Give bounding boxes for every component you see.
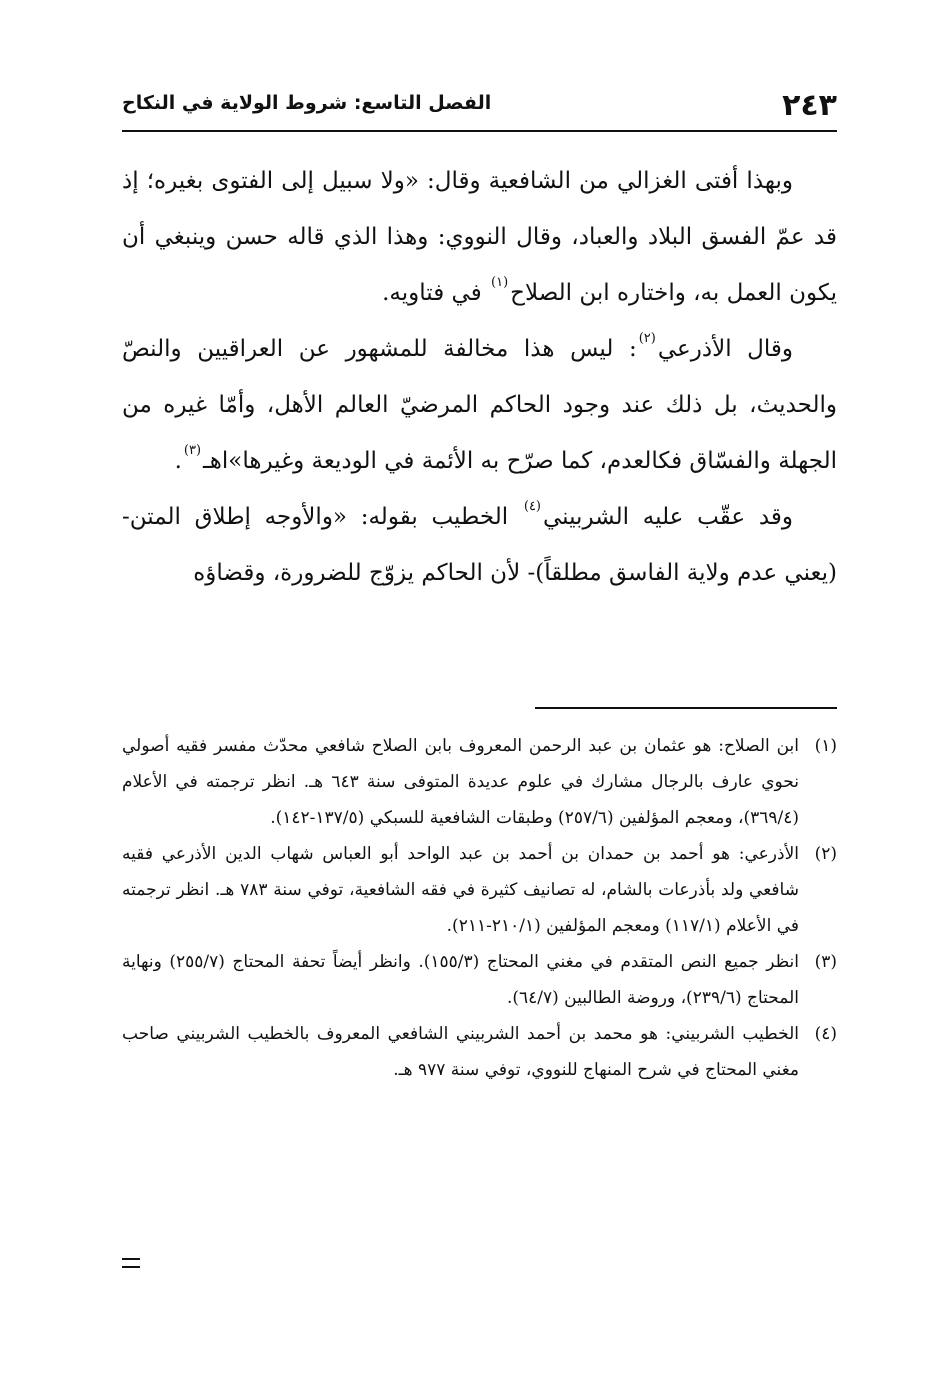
paragraph-1-text: وبهذا أفتى الغزالي من الشافعية وقال: «ولا سبيل إلى الفتوى بغيره؛ إذ قد عمّ الفسق البلاد والعباد، وقال النووي: وهذا الذي قاله حسن وينبغي أن يكون العمل به، واختاره ابن الصلاح xyxy=(122,168,837,306)
footnote-ref-1: (١) xyxy=(491,275,509,290)
header-divider xyxy=(122,130,837,132)
footnote-ref-4: (٤) xyxy=(523,499,541,514)
main-text xyxy=(122,153,837,601)
footnote-number: (٤) xyxy=(814,1024,837,1044)
footnote-text: انظر جميع النص المتقدم في مغني المحتاج (١٥٥/٣). وانظر أيضاً تحفة المحتاج (٢٥٥/٧) ونهاية المحتاج (٢٣٩/٦)، وروضة الطالبين (٦٤/٧). xyxy=(122,952,800,1008)
footnote-ref-3: (٣) xyxy=(183,443,202,458)
paragraph-1 xyxy=(122,153,837,321)
page-end-mark xyxy=(122,1258,140,1268)
paragraph-2-text: : ليس هذا مخالفة للمشهور عن العراقيين والنصّ والحديث، بل ذلك عند وجود الحاكم المرضيّ العالم الأهل، وأمّا غيره من الجهلة والفسّاق فكالعدم، كما صرّح به الأئمة في الوديعة وغيرها»اهـ xyxy=(122,336,837,474)
footnote-4 xyxy=(122,1016,837,1088)
paragraph-3-text: الخطيب بقوله: «والأوجه إطلاق المتن- (يعني عدم ولاية الفاسق مطلقاً)- لأن الحاكم يزوّج للضرورة، وقضاؤه xyxy=(122,504,837,586)
footnote-number: (٢) xyxy=(814,844,837,864)
paragraph-3 xyxy=(122,489,837,601)
footnote-text: الخطيب الشربيني: هو محمد بن أحمد الشربيني الشافعي المعروف بالخطيب الشربيني صاحب مغني المحتاج في شرح المنهاج للنووي، توفي سنة ٩٧٧ هـ. xyxy=(122,1024,799,1080)
footnote-ref-2: (٢) xyxy=(638,331,656,346)
footnote-2 xyxy=(122,836,837,944)
footnote-text: الأذرعي: هو أحمد بن حمدان بن أحمد بن عبد الواحد أبو العباس شهاب الدين الأذرعي فقيه شافعي ولد بأذرعات بالشام، له تصانيف كثيرة في فقه الشافعية، توفي سنة ٧٨٣ هـ. انظر ترجمته في الأعلام (١١٧/١) ومعجم المؤلفين (٢١٠/١-٢١١). xyxy=(122,844,799,936)
paragraph-2 xyxy=(122,321,837,489)
footnote-number: (١) xyxy=(814,736,837,756)
paragraph-1-tail: في فتاويه. xyxy=(382,280,490,306)
page-header xyxy=(122,84,837,130)
footnote-divider xyxy=(535,707,837,709)
paragraph-3-lead: وقد عقّب عليه الشربيني xyxy=(543,504,793,530)
footnote-number: (٣) xyxy=(814,952,837,972)
paragraph-2-tail: . xyxy=(174,448,182,474)
page-number: ٢٤٣ xyxy=(782,88,837,123)
footnote-3 xyxy=(122,944,837,1016)
paragraph-2-lead: وقال الأذرعي xyxy=(657,336,793,362)
footnote-1 xyxy=(122,728,837,836)
footnotes xyxy=(122,728,837,1088)
chapter-title: الفصل التاسع: شروط الولاية في النكاح xyxy=(122,92,492,114)
footnote-text: ابن الصلاح: هو عثمان بن عبد الرحمن المعروف بابن الصلاح شافعي محدّث مفسر فقيه أصولي نحوي عارف بالرجال مشارك في علوم عديدة المتوفى سنة ٦٤٣ هـ. انظر ترجمته في الأعلام (٣٦٩/٤)، ومعجم المؤلفين (٢٥٧/٦) وطبقات الشافعية للسبكي (١٣٧/٥-١٤٢). xyxy=(122,736,799,828)
